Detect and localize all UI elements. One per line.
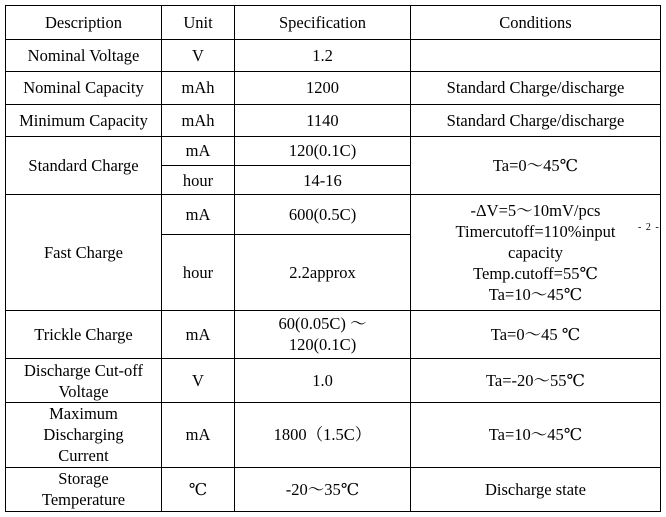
condition-line: capacity	[508, 242, 563, 262]
table-row	[6, 136, 661, 165]
description-line: Storage	[58, 469, 109, 489]
battery-spec-table	[5, 5, 661, 512]
condition-line: -ΔV=5～10mV/pcs	[470, 200, 601, 220]
cell-specification: 1800（1.5C）	[235, 403, 411, 467]
table-row	[6, 40, 661, 72]
cell-conditions: Ta=10～45℃	[411, 403, 661, 467]
cell-specification: 14-16	[235, 165, 411, 194]
description-line: Temperature	[41, 490, 126, 510]
cell-unit: hour	[162, 235, 235, 310]
table-row	[6, 104, 661, 136]
cell-unit: mA	[162, 403, 235, 467]
table-row	[6, 195, 661, 235]
table-row	[6, 403, 661, 467]
condition-line: Ta=10～45℃	[488, 284, 583, 304]
condition-line: Temp.cutoff=55℃	[473, 263, 598, 283]
cell-description: Minimum Capacity	[6, 104, 162, 136]
header-description: Description	[6, 6, 162, 40]
cell-description: Standard Charge	[6, 136, 162, 194]
cell-specification: 1.0	[235, 359, 411, 403]
cell-description	[6, 467, 162, 511]
spec-line: 120(0.1C)	[288, 335, 357, 355]
cell-description: Nominal Capacity	[6, 72, 162, 104]
cell-specification: 1.2	[235, 40, 411, 72]
cell-conditions: Ta=-20～55℃	[411, 359, 661, 403]
header-specification: Specification	[235, 6, 411, 40]
cell-conditions: Standard Charge/discharge	[411, 104, 661, 136]
cell-conditions: Discharge state	[411, 467, 661, 511]
cell-description: Nominal Voltage	[6, 40, 162, 72]
cell-unit: mAh	[162, 104, 235, 136]
condition-line: Timercutoff=110%input	[455, 221, 616, 241]
cell-specification: 1140	[235, 104, 411, 136]
header-row	[6, 6, 661, 40]
cell-unit: hour	[162, 165, 235, 194]
cell-description	[6, 403, 162, 467]
cell-unit: V	[162, 40, 235, 72]
description-line: Voltage	[58, 381, 109, 401]
cell-unit: mA	[162, 136, 235, 165]
cell-unit: mA	[162, 195, 235, 235]
cell-conditions	[411, 195, 661, 311]
cell-description	[6, 359, 162, 403]
cell-unit: ℃	[162, 467, 235, 511]
cell-specification: -20～35℃	[235, 467, 411, 511]
cell-specification: 1200	[235, 72, 411, 104]
cell-specification: 2.2approx	[235, 235, 411, 310]
table-row	[6, 467, 661, 511]
cell-specification: 120(0.1C)	[235, 136, 411, 165]
cell-specification	[235, 310, 411, 358]
cell-specification: 600(0.5C)	[235, 195, 411, 235]
table-row	[6, 310, 661, 358]
page-number-marker: - 2 -	[638, 222, 660, 233]
cell-conditions: Ta=0～45 ℃	[411, 310, 661, 358]
table-row	[6, 359, 661, 403]
cell-conditions: Standard Charge/discharge	[411, 72, 661, 104]
cell-description: Fast Charge	[6, 195, 162, 311]
cell-description: Trickle Charge	[6, 310, 162, 358]
table-row	[6, 72, 661, 104]
description-line: Current	[58, 446, 109, 466]
description-line: Discharging	[43, 425, 124, 445]
description-line: Discharge Cut-off	[24, 360, 143, 380]
header-conditions: Conditions	[411, 6, 661, 40]
spec-line: 60(0.05C) ～	[278, 314, 367, 334]
cell-conditions	[411, 40, 661, 72]
cell-unit: mAh	[162, 72, 235, 104]
cell-unit: V	[162, 359, 235, 403]
cell-unit: mA	[162, 310, 235, 358]
description-line: Maximum	[49, 404, 118, 424]
cell-conditions: Ta=0～45℃	[411, 136, 661, 194]
header-unit: Unit	[162, 6, 235, 40]
